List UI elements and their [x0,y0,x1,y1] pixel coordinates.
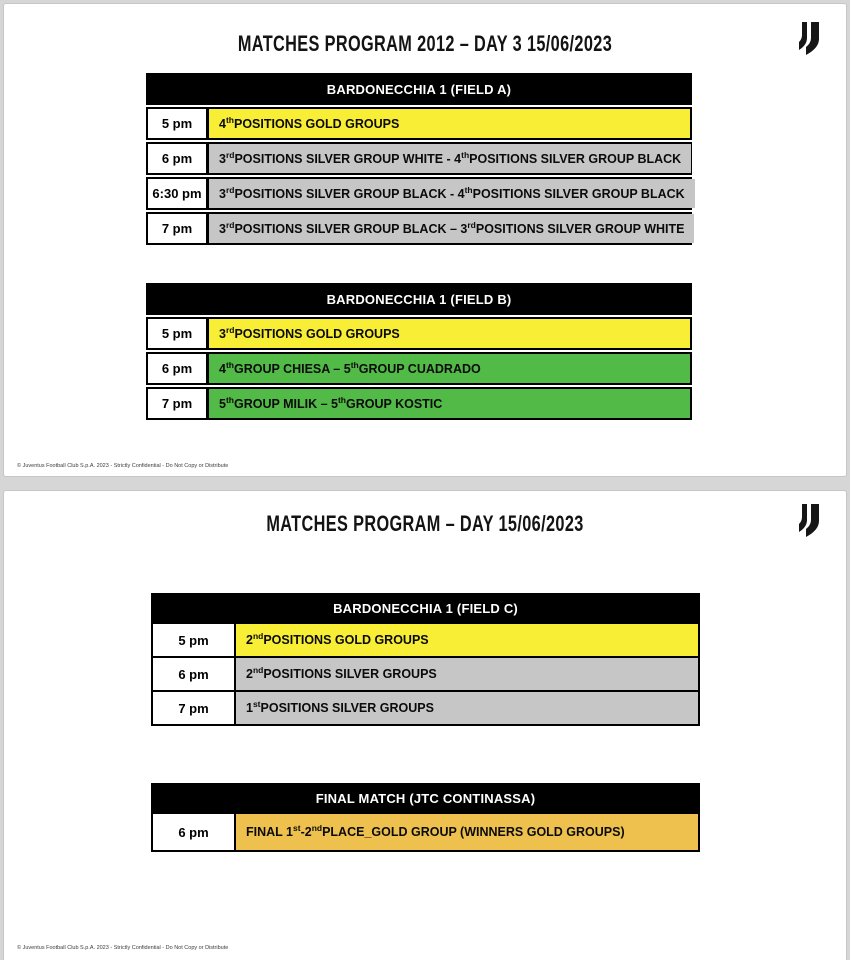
table-row [146,177,692,210]
match-cell: FINAL 1 $^{st}$ -2 $^{nd}$ PLACE_GOLD GROUP (WINNERS GOLD GROUPS) [236,814,698,850]
juventus-logo-icon [794,503,824,541]
match-cell: 4 $^{th}$ POSITIONS GOLD GROUPS [209,109,690,138]
table-header: BARDONECCHIA 1 (FIELD C) [151,593,700,624]
match-cell: 3 $^{rd}$ POSITIONS SILVER GROUP WHITE - 4 $^{th}$ POSITIONS SILVER GROUP BLACK [209,144,691,173]
match-cell: 3 $^{rd}$ POSITIONS GOLD GROUPS [209,319,690,348]
slide-1 [3,3,847,477]
table-row [146,142,692,175]
time-cell: 6:30 pm [148,179,209,208]
table-row [146,107,692,140]
match-cell: 3 $^{rd}$ POSITIONS SILVER GROUP BLACK – 3 $^{rd}$ POSITIONS SILVER GROUP WHITE [209,214,694,243]
table-row [151,692,700,726]
time-cell: 7 pm [148,214,209,243]
time-cell: 6 pm [153,658,236,690]
time-cell: 6 pm [153,814,236,850]
slide-2 [3,490,847,960]
time-cell: 7 pm [148,389,209,418]
time-cell: 6 pm [148,144,209,173]
table-row [146,387,692,420]
confidentiality-footer: © Juventus Football Club S.p.A. 2023 - Strictly Confidential - Do Not Copy or Distribute [17,945,229,951]
final-match-table [151,783,700,852]
page-title: MATCHES PROGRAM 2012 – DAY 3 15/06/2023 [237,31,613,56]
table-row [151,814,700,852]
juventus-logo-icon [794,21,824,59]
table-row [146,212,692,245]
table-header: FINAL MATCH (JTC CONTINASSA) [151,783,700,814]
table-row [151,658,700,692]
match-cell: 2 $^{nd}$ POSITIONS SILVER GROUPS [236,658,698,690]
match-cell: 4 $^{th}$ GROUP CHIESA – 5 $^{th}$ GROUP CUADRADO [209,354,690,383]
time-cell: 5 pm [153,624,236,656]
time-cell: 6 pm [148,354,209,383]
confidentiality-footer: © Juventus Football Club S.p.A. 2023 - Strictly Confidential - Do Not Copy or Distribute [17,463,229,469]
match-cell: 5 $^{th}$ GROUP MILIK – 5 $^{th}$ GROUP KOSTIC [209,389,690,418]
page-title: MATCHES PROGRAM – DAY 15/06/2023 [266,511,584,536]
match-cell: 2 $^{nd}$ POSITIONS GOLD GROUPS [236,624,698,656]
table-row [151,624,700,658]
match-cell: 3 $^{rd}$ POSITIONS SILVER GROUP BLACK - 4 $^{th}$ POSITIONS SILVER GROUP BLACK [209,179,695,208]
time-cell: 5 pm [148,319,209,348]
schedule-table-field-c [151,593,700,726]
table-header: BARDONECCHIA 1 (FIELD A) [146,73,692,105]
match-cell: 1 $^{st}$ POSITIONS SILVER GROUPS [236,692,698,724]
time-cell: 7 pm [153,692,236,724]
table-header: BARDONECCHIA 1 (FIELD B) [146,283,692,315]
schedule-table-field-a [146,73,692,245]
table-row [146,317,692,350]
time-cell: 5 pm [148,109,209,138]
table-row [146,352,692,385]
schedule-table-field-b [146,283,692,420]
